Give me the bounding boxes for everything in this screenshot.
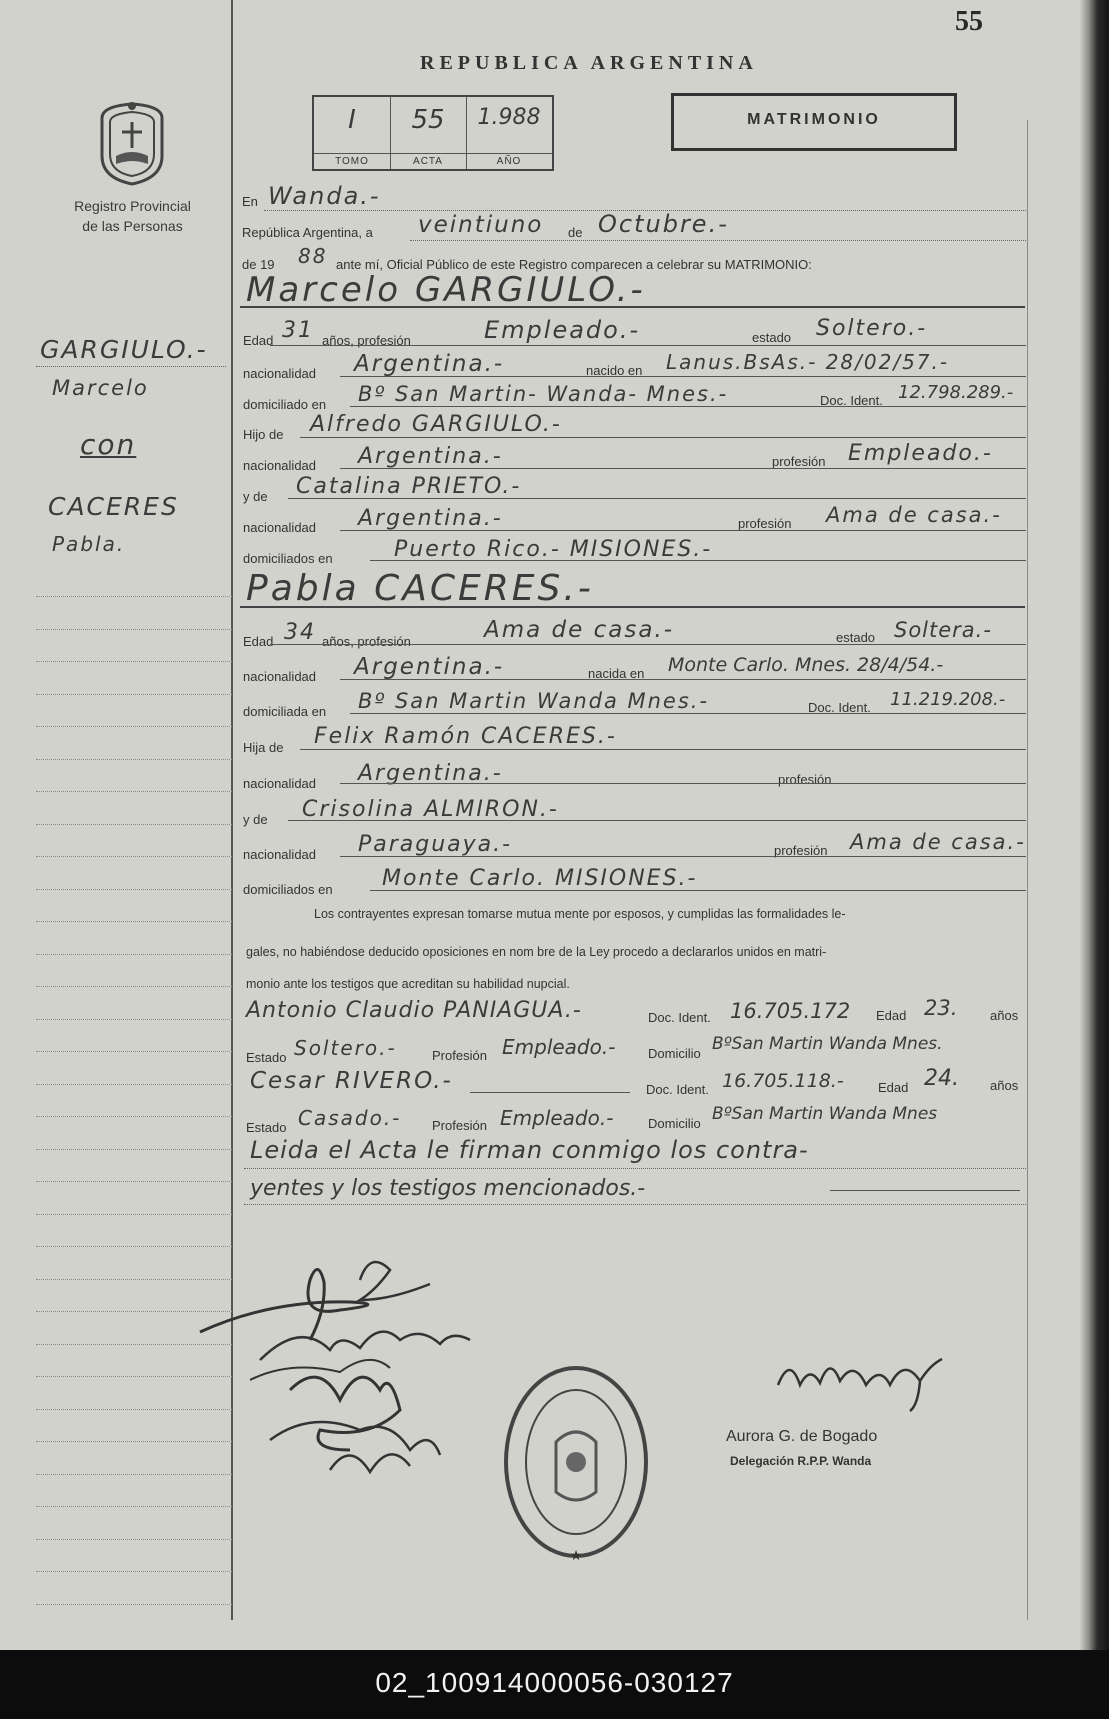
witness1-doc-label: Doc. Ident. [648, 1010, 711, 1025]
groom-padre: Alfredo GARGIULO.- [310, 412, 562, 437]
margin-groom-name: Marcelo [52, 376, 149, 400]
margin-ruled-line [36, 1604, 232, 1605]
margin-ruled-line [36, 1571, 232, 1572]
legal-line-2: gales, no habiéndose deducido oposiciones en nom bre de la Ley procedo a declararlos unidos en matri- [246, 945, 827, 959]
groom-profesion: Empleado.- [484, 316, 641, 344]
margin-ruled-line [36, 1409, 232, 1410]
groom-dom-label: domiciliado en [243, 397, 327, 412]
bride-profesion: Ama de casa.- [484, 617, 675, 643]
margin-ruled-line [36, 1441, 232, 1442]
groom-name: Marcelo GARGIULO.- [246, 270, 646, 310]
tomo-cell [314, 97, 391, 169]
bride-line-7 [340, 856, 1026, 857]
witness1-dom-label: Domicilio [648, 1046, 701, 1061]
closing-rule-3 [244, 1204, 1026, 1205]
margin-ruled-line [36, 1019, 232, 1020]
witness1-profesion: Empleado.- [502, 1035, 616, 1059]
groom-madre-prof: Ama de casa.- [826, 503, 1002, 527]
margin-ruled-line [36, 1214, 232, 1215]
margin-ruled-line [36, 726, 232, 727]
margin-groom-surname: GARGIULO.- [40, 335, 208, 364]
margin-bride-surname: CACERES [48, 492, 179, 521]
margin-ruled-line [36, 694, 232, 695]
witness2-name: Cesar RIVERO.- [250, 1068, 453, 1094]
groom-domicilio: Bº San Martin- Wanda- Mnes.- [358, 382, 729, 406]
tomo-label: TOMO [314, 153, 390, 167]
bride-line-6 [288, 820, 1026, 821]
margin-ruled-line [36, 824, 232, 825]
groom-nacido-label: nacido en [586, 363, 643, 378]
bride-madre-nac: Paraguaya.- [358, 832, 513, 857]
bride-estado-label: estado [836, 630, 876, 645]
legal-line-1: Los contrayentes expresan tomarse mutua mente por esposos, y cumplidas las formalidades le- [314, 907, 846, 921]
witness1-estado-label: Estado [246, 1050, 287, 1065]
bride-profesion-label: años, profesión [322, 634, 411, 649]
groom-padre-prof-label: profesión [772, 454, 826, 469]
groom-line-1 [270, 345, 1026, 346]
right-margin-rule [1027, 120, 1028, 1620]
margin-ruled-line [36, 1506, 232, 1507]
bride-hija-label: Hija de [243, 740, 284, 755]
margin-connector: con [80, 428, 137, 461]
groom-line-8 [370, 560, 1026, 561]
witness2-edad-label: Edad [878, 1080, 909, 1095]
bride-madre-prof-label: profesión [774, 843, 828, 858]
witness2-edad: 24. [924, 1066, 959, 1091]
date-line [410, 240, 1026, 241]
bride-name: Pabla CACERES.- [246, 568, 594, 609]
de-label: de [568, 225, 583, 240]
closing-rule-1 [244, 1168, 1026, 1169]
acta-label: ACTA [390, 153, 466, 167]
bride-line-1 [270, 644, 1026, 645]
groom-line-6 [288, 498, 1026, 499]
official-signature [770, 1345, 950, 1415]
witness2-estado: Casado.- [298, 1106, 402, 1130]
margin-ruled-line [36, 889, 232, 890]
groom-doc: 12.798.289.- [898, 382, 1014, 403]
official-seal-icon [500, 1362, 652, 1562]
bride-doc: 11.219.208.- [890, 689, 1006, 710]
witness1-prof-label: Profesión [432, 1048, 487, 1063]
tomo-value: I [348, 105, 356, 135]
svg-text:★: ★ [569, 1547, 583, 1562]
groom-line-2 [340, 376, 1026, 377]
bride-doc-label: Doc. Ident. [808, 700, 871, 715]
bride-yde-label: y de [243, 812, 268, 827]
year-prefix: de 19 [242, 257, 275, 272]
bride-dom-label: domiciliada en [243, 704, 327, 719]
ano-value: 1.988 [477, 105, 541, 130]
bride-nacida-label: nacida en [588, 666, 645, 681]
margin-ruled-line [36, 954, 232, 955]
groom-madre-nac-label: nacionalidad [243, 520, 317, 535]
registry-name-line1: Registro Provincial [74, 198, 191, 214]
bride-line-3 [350, 713, 1026, 714]
appear-text: ante mí, Oficial Público de este Registro comparecen a celebrar su MATRIMONIO: [336, 257, 812, 272]
groom-padres-dom-label: domiciliados en [243, 551, 333, 566]
margin-ruled-line [36, 791, 232, 792]
witness1-edad-label: Edad [876, 1008, 907, 1023]
groom-edad-label: Edad [243, 333, 274, 348]
ano-cell [466, 97, 552, 169]
margin-ruled-line [36, 1149, 232, 1150]
place: Wanda.- [268, 182, 381, 210]
bride-madre: Crisolina ALMIRON.- [302, 797, 559, 822]
acta-value: 55 [411, 105, 445, 135]
bride-nacida: Monte Carlo. Mnes. 28/4/54.- [668, 654, 944, 676]
margin-ruled-line [36, 1181, 232, 1182]
groom-nacionalidad: Argentina.- [354, 351, 505, 377]
bride-madre-prof: Ama de casa.- [850, 830, 1026, 854]
margin-ruled-line [36, 661, 232, 662]
republica-label: República Argentina, a [242, 225, 373, 240]
margin-ruled-line [36, 1311, 232, 1312]
witness2-line [470, 1092, 630, 1093]
witness2-estado-label: Estado [246, 1120, 287, 1135]
bride-nac-label: nacionalidad [243, 669, 317, 684]
witness2-doc: 16.705.118.- [722, 1070, 844, 1092]
bride-line-4 [300, 749, 1026, 750]
groom-madre-prof-label: profesión [738, 516, 792, 531]
margin-ruled-line [36, 1474, 232, 1475]
closing-line-2: yentes y los testigos mencionados.- [250, 1176, 646, 1201]
bride-domicilio: Bº San Martin Wanda Mnes.- [358, 689, 710, 713]
margin-ruled-line [36, 1084, 232, 1085]
groom-estado-label: estado [752, 330, 792, 345]
image-identifier: 02_100914000056-030127 [375, 1667, 734, 1698]
margin-ruled-line [36, 921, 232, 922]
margin-bride-name: Pabla. [52, 532, 126, 556]
registry-name-line2: de las Personas [82, 218, 183, 234]
bride-name-rule [240, 606, 1025, 608]
bride-estado: Soltera.- [894, 618, 992, 642]
margin-ruled-line [36, 1051, 232, 1052]
witness2-profesion: Empleado.- [500, 1106, 614, 1130]
book-binding [1080, 0, 1109, 1650]
groom-padre-prof: Empleado.- [848, 441, 993, 466]
witness2-prof-label: Profesión [432, 1118, 487, 1133]
groom-edad: 31 [282, 318, 314, 343]
page-number: 55 [955, 6, 983, 37]
witness2-doc-label: Doc. Ident. [646, 1082, 709, 1097]
bride-nacionalidad: Argentina.- [354, 654, 505, 680]
official-name: Aurora G. de Bogado [726, 1428, 878, 1445]
bride-line-8 [370, 890, 1026, 891]
year: 88 [298, 244, 328, 268]
groom-hijo-label: Hijo de [243, 427, 284, 442]
margin-ruled-line [36, 1246, 232, 1247]
document-type: MATRIMONIO [747, 111, 881, 128]
bride-padre: Felix Ramón CACERES.- [314, 724, 617, 749]
groom-madre: Catalina PRIETO.- [296, 474, 522, 499]
witness1-estado: Soltero.- [294, 1036, 397, 1060]
margin-ruled-line [36, 1539, 232, 1540]
witness1-name: Antonio Claudio PANIAGUA.- [246, 998, 582, 1023]
witness1-anos-label: años [990, 1008, 1019, 1023]
witness2-domicilio: BºSan Martin Wanda Mnes [712, 1104, 938, 1124]
groom-madre-nac: Argentina.- [358, 506, 503, 531]
bride-padre-prof-label: profesión [778, 772, 832, 787]
witness1-domicilio: BºSan Martin Wanda Mnes. [712, 1034, 943, 1054]
bride-padre-nac-label: nacionalidad [243, 776, 317, 791]
bride-line-5 [340, 783, 1026, 784]
month: Octubre.- [598, 210, 729, 238]
bride-madre-nac-label: nacionalidad [243, 847, 317, 862]
margin-ruled-line [36, 1116, 232, 1117]
record-box [312, 95, 554, 171]
margin-ruled-line [36, 986, 232, 987]
margin-ruled-line [36, 856, 232, 857]
groom-padre-nac: Argentina.- [358, 444, 503, 469]
groom-doc-label: Doc. Ident. [820, 393, 883, 408]
groom-yde-label: y de [243, 489, 268, 504]
bride-padre-nac: Argentina.- [358, 761, 503, 786]
provincial-emblem-icon [92, 98, 172, 186]
bride-edad-label: Edad [243, 634, 274, 649]
margin-underline [36, 366, 226, 367]
bride-line-2 [340, 679, 1026, 680]
legal-line-3: monio ante los testigos que acreditan su habilidad nupcial. [246, 977, 570, 991]
country-title: REPUBLICA ARGENTINA [420, 52, 758, 74]
groom-profesion-label: años, profesión [322, 333, 411, 348]
bride-padres-dom-label: domiciliados en [243, 882, 333, 897]
en-label: En [242, 194, 258, 209]
margin-ruled-line [36, 759, 232, 760]
witness2-anos-label: años [990, 1078, 1019, 1093]
ano-label: AÑO [466, 153, 552, 167]
groom-nacido: Lanus.BsAs.- 28/02/57.- [666, 350, 950, 374]
closing-rule-2 [830, 1190, 1020, 1191]
official-title: Delegación R.P.P. Wanda [730, 1454, 872, 1468]
groom-name-rule [240, 306, 1025, 308]
witness1-doc: 16.705.172 [730, 999, 851, 1023]
groom-padre-nac-label: nacionalidad [243, 458, 317, 473]
witness1-edad: 23. [924, 996, 958, 1020]
margin-ruled-line [36, 1376, 232, 1377]
groom-line-7 [340, 530, 1026, 531]
document-type-box [671, 93, 957, 151]
groom-line-3 [350, 406, 1026, 407]
signatures-graphic [190, 1240, 520, 1490]
closing-line-1: Leida el Acta le firman conmigo los contra- [250, 1136, 809, 1164]
groom-padres-dom: Puerto Rico.- MISIONES.- [394, 537, 713, 562]
bride-edad: 34 [284, 620, 316, 645]
margin-ruled-line [36, 596, 232, 597]
groom-nac-label: nacionalidad [243, 366, 317, 381]
groom-line-4 [300, 437, 1026, 438]
groom-line-5 [340, 468, 1026, 469]
witness2-dom-label: Domicilio [648, 1116, 701, 1131]
margin-ruled-line [36, 1279, 232, 1280]
groom-estado: Soltero.- [816, 316, 928, 341]
bride-padres-dom: Monte Carlo. MISIONES.- [382, 866, 698, 891]
acta-cell [390, 97, 467, 169]
margin-ruled-line [36, 629, 232, 630]
day: veintiuno [418, 212, 544, 238]
margin-ruled-line [36, 1344, 232, 1345]
